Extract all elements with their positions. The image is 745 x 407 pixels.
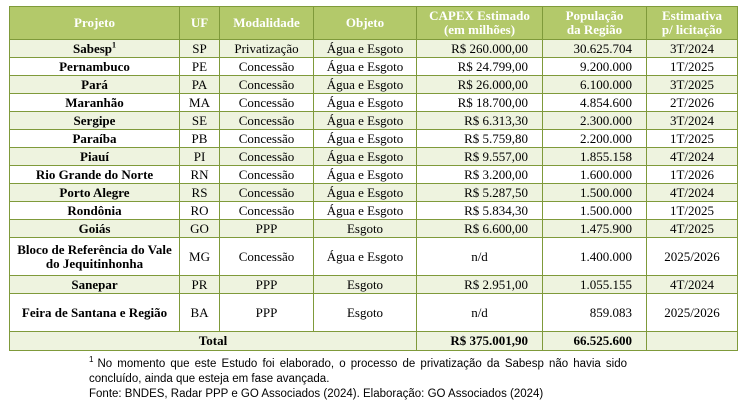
cell-populacao: 4.854.600 bbox=[543, 94, 647, 112]
cell-projeto bbox=[10, 40, 180, 58]
cell-uf: GO bbox=[180, 220, 220, 238]
header-capex bbox=[417, 7, 543, 40]
cell-capex: R$ 2.951,00 bbox=[417, 276, 543, 294]
header-estimativa-line1: Estimativa bbox=[662, 8, 722, 23]
cell-modalidade: PPP bbox=[220, 276, 314, 294]
cell-capex: R$ 26.000,00 bbox=[417, 76, 543, 94]
total-populacao: 66.525.600 bbox=[543, 332, 647, 351]
cell-objeto: Esgoto bbox=[314, 276, 417, 294]
cell-objeto: Água e Esgoto bbox=[314, 76, 417, 94]
cell-projeto: Goiás bbox=[10, 220, 180, 238]
cell-objeto: Água e Esgoto bbox=[314, 58, 417, 76]
table-row bbox=[10, 166, 738, 184]
cell-estimativa: 4T/2025 bbox=[647, 220, 738, 238]
cell-capex: R$ 3.200,00 bbox=[417, 166, 543, 184]
total-estimativa bbox=[647, 332, 738, 351]
cell-uf: MA bbox=[180, 94, 220, 112]
cell-estimativa: 2025/2026 bbox=[647, 238, 738, 276]
cell-populacao: 6.100.000 bbox=[543, 76, 647, 94]
cell-capex: R$ 260.000,00 bbox=[417, 40, 543, 58]
cell-estimativa: 2025/2026 bbox=[647, 294, 738, 332]
cell-capex: R$ 6.313,30 bbox=[417, 112, 543, 130]
cell-estimativa: 1T/2025 bbox=[647, 202, 738, 220]
table-row bbox=[10, 148, 738, 166]
header-uf: UF bbox=[180, 7, 220, 40]
cell-populacao: 1.055.155 bbox=[543, 276, 647, 294]
projects-table bbox=[9, 6, 738, 351]
header-objeto: Objeto bbox=[314, 7, 417, 40]
footnote bbox=[9, 357, 737, 387]
cell-projeto: Rondônia bbox=[10, 202, 180, 220]
cell-projeto: Sergipe bbox=[10, 112, 180, 130]
cell-modalidade: PPP bbox=[220, 294, 314, 332]
table-row bbox=[10, 202, 738, 220]
table-row bbox=[10, 220, 738, 238]
table-row bbox=[10, 112, 738, 130]
cell-objeto: Esgoto bbox=[314, 294, 417, 332]
cell-objeto: Água e Esgoto bbox=[314, 184, 417, 202]
cell-capex: n/d bbox=[417, 238, 543, 276]
cell-objeto: Água e Esgoto bbox=[314, 166, 417, 184]
cell-projeto: Porto Alegre bbox=[10, 184, 180, 202]
cell-capex: R$ 5.759,80 bbox=[417, 130, 543, 148]
cell-objeto: Água e Esgoto bbox=[314, 94, 417, 112]
cell-capex: n/d bbox=[417, 294, 543, 332]
cell-uf: BA bbox=[180, 294, 220, 332]
cell-objeto: Água e Esgoto bbox=[314, 112, 417, 130]
cell-populacao: 2.200.000 bbox=[543, 130, 647, 148]
cell-uf: RS bbox=[180, 184, 220, 202]
cell-modalidade: Concessão bbox=[220, 94, 314, 112]
cell-uf: PR bbox=[180, 276, 220, 294]
cell-populacao: 9.200.000 bbox=[543, 58, 647, 76]
cell-projeto: Feira de Santana e Região bbox=[10, 294, 180, 332]
header-modalidade: Modalidade bbox=[220, 7, 314, 40]
cell-populacao: 1.400.000 bbox=[543, 238, 647, 276]
cell-estimativa: 4T/2024 bbox=[647, 184, 738, 202]
total-label: Total bbox=[10, 332, 417, 351]
cell-objeto: Água e Esgoto bbox=[314, 238, 417, 276]
cell-modalidade: Privatização bbox=[220, 40, 314, 58]
cell-estimativa: 3T/2024 bbox=[647, 40, 738, 58]
footnote-marker: 1 bbox=[112, 40, 117, 50]
header-projeto: Projeto bbox=[10, 7, 180, 40]
table-row bbox=[10, 40, 738, 58]
cell-populacao: 30.625.704 bbox=[543, 40, 647, 58]
header-capex-line2: (em milhões) bbox=[443, 22, 516, 37]
header-capex-line1: CAPEX Estimado bbox=[429, 8, 530, 23]
cell-modalidade: PPP bbox=[220, 220, 314, 238]
cell-modalidade: Concessão bbox=[220, 238, 314, 276]
table-row bbox=[10, 130, 738, 148]
cell-estimativa: 1T/2025 bbox=[647, 58, 738, 76]
cell-projeto: Paraíba bbox=[10, 130, 180, 148]
cell-populacao: 1.500.000 bbox=[543, 202, 647, 220]
cell-estimativa: 4T/2024 bbox=[647, 148, 738, 166]
cell-estimativa: 2T/2026 bbox=[647, 94, 738, 112]
cell-estimativa: 4T/2024 bbox=[647, 276, 738, 294]
cell-capex: R$ 9.557,00 bbox=[417, 148, 543, 166]
cell-modalidade: Concessão bbox=[220, 202, 314, 220]
cell-uf: SP bbox=[180, 40, 220, 58]
cell-capex: R$ 24.799,00 bbox=[417, 58, 543, 76]
cell-estimativa: 1T/2025 bbox=[647, 130, 738, 148]
cell-populacao: 859.083 bbox=[543, 294, 647, 332]
table-row bbox=[10, 76, 738, 94]
header-populacao bbox=[543, 7, 647, 40]
cell-projeto: Pernambuco bbox=[10, 58, 180, 76]
table-notes bbox=[9, 357, 737, 402]
cell-modalidade: Concessão bbox=[220, 148, 314, 166]
header-populacao-line2: da Região bbox=[566, 22, 623, 37]
cell-modalidade: Concessão bbox=[220, 112, 314, 130]
cell-uf: PB bbox=[180, 130, 220, 148]
cell-projeto: Pará bbox=[10, 76, 180, 94]
cell-modalidade: Concessão bbox=[220, 76, 314, 94]
cell-populacao: 1.855.158 bbox=[543, 148, 647, 166]
cell-objeto: Água e Esgoto bbox=[314, 148, 417, 166]
cell-projeto: Sanepar bbox=[10, 276, 180, 294]
table-row bbox=[10, 94, 738, 112]
cell-uf: MG bbox=[180, 238, 220, 276]
header-estimativa bbox=[647, 7, 738, 40]
cell-modalidade: Concessão bbox=[220, 130, 314, 148]
cell-uf: PA bbox=[180, 76, 220, 94]
table-row bbox=[10, 276, 738, 294]
cell-objeto: Esgoto bbox=[314, 220, 417, 238]
total-capex: R$ 375.001,90 bbox=[417, 332, 543, 351]
cell-uf: PI bbox=[180, 148, 220, 166]
cell-uf: PE bbox=[180, 58, 220, 76]
source-note: Fonte: BNDES, Radar PPP e GO Associados (2024). Elaboração: GO Associados (2024) bbox=[89, 388, 544, 400]
projects-table-container bbox=[9, 6, 737, 402]
cell-capex: R$ 18.700,00 bbox=[417, 94, 543, 112]
table-header-row bbox=[10, 7, 738, 40]
cell-projeto: Maranhão bbox=[10, 94, 180, 112]
footnote-text: No momento que este Estudo foi elaborado, o processo de privatização da Sabesp não havia sido concluído, ainda que esteja em fase avançada. bbox=[89, 358, 627, 385]
cell-projeto: Piauí bbox=[10, 148, 180, 166]
footnote-mark: 1 bbox=[89, 355, 94, 365]
cell-estimativa: 3T/2024 bbox=[647, 112, 738, 130]
cell-projeto: Bloco de Referência do Vale do Jequitinhonha bbox=[10, 238, 180, 276]
table-row bbox=[10, 58, 738, 76]
cell-modalidade: Concessão bbox=[220, 166, 314, 184]
cell-objeto: Água e Esgoto bbox=[314, 40, 417, 58]
header-estimativa-line2: p/ licitação bbox=[661, 22, 723, 37]
header-populacao-line1: População bbox=[565, 8, 624, 23]
table-row bbox=[10, 184, 738, 202]
cell-objeto: Água e Esgoto bbox=[314, 130, 417, 148]
table-row bbox=[10, 238, 738, 276]
cell-modalidade: Concessão bbox=[220, 58, 314, 76]
cell-uf: RN bbox=[180, 166, 220, 184]
cell-uf: SE bbox=[180, 112, 220, 130]
cell-populacao: 2.300.000 bbox=[543, 112, 647, 130]
table-row bbox=[10, 294, 738, 332]
cell-projeto: Rio Grande do Norte bbox=[10, 166, 180, 184]
cell-populacao: 1.600.000 bbox=[543, 166, 647, 184]
cell-capex: R$ 5.834,30 bbox=[417, 202, 543, 220]
table-total-row bbox=[10, 332, 738, 351]
cell-populacao: 1.475.900 bbox=[543, 220, 647, 238]
cell-capex: R$ 6.600,00 bbox=[417, 220, 543, 238]
cell-capex: R$ 5.287,50 bbox=[417, 184, 543, 202]
cell-populacao: 1.500.000 bbox=[543, 184, 647, 202]
cell-modalidade: Concessão bbox=[220, 184, 314, 202]
cell-estimativa: 1T/2026 bbox=[647, 166, 738, 184]
cell-uf: RO bbox=[180, 202, 220, 220]
cell-projeto-text: Sabesp bbox=[72, 40, 113, 56]
cell-objeto: Água e Esgoto bbox=[314, 202, 417, 220]
cell-estimativa: 3T/2025 bbox=[647, 76, 738, 94]
